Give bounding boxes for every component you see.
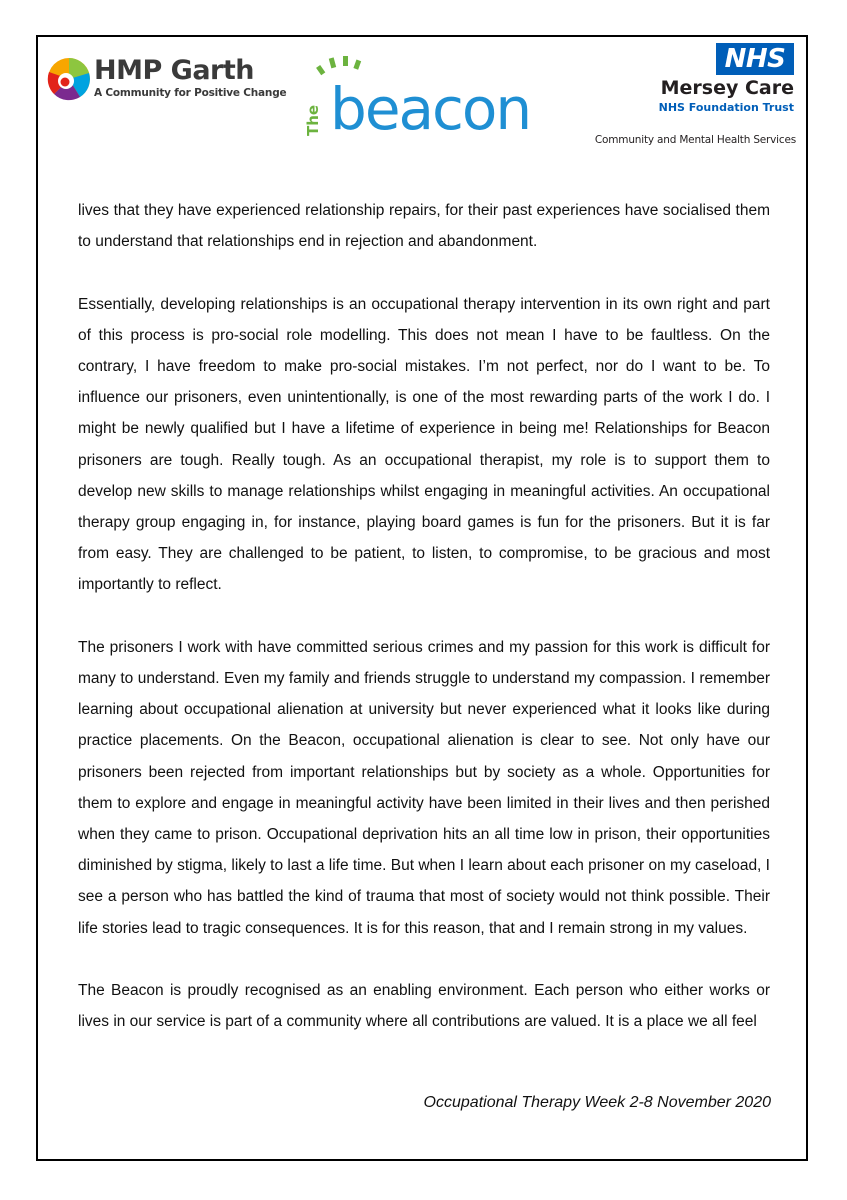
footer-note: Occupational Therapy Week 2-8 November 2020 xyxy=(423,1094,771,1111)
article-body xyxy=(78,195,770,1069)
paragraph: The prisoners I work with have committed serious crimes and my passion for this work is difficult for many to understand. Even my family and friends struggle to understand my compassion. I remember learning about occupational alienation at university but never experienced what it looks like during practice placements. On the Beacon, occupational alienation is clear to see. Not only have our prisoners been rejected from important relationships but by society as a whole. Opportunities for them to explore and engage in meaningful activity have been limited in their lives and then perished when they came to prison. Occupational deprivation hits an all time low in prison, their opportunities diminished by stigma, likely to last a life time. But when I learn about each prisoner on my caseload, I see a person who has battled the kind of trauma that most of society would not think possible. Their life stories lead to tragic consequences. It is for this reason, that and I remain strong in my values. xyxy=(78,638,770,937)
nhs-mersey-care-logo xyxy=(580,43,800,153)
nhs-badge: NHS xyxy=(716,43,794,75)
hmp-logo-title: HMP Garth xyxy=(94,55,254,86)
hmp-garth-logo xyxy=(46,55,287,105)
hmp-logo-subtitle: A Community for Positive Change xyxy=(94,87,287,99)
circular-multicolor-logo-icon xyxy=(46,55,92,103)
paragraph: The Beacon is proudly recognised as an enabling environment. Each person who either works or lives in our service is part of a community where all contributions are valued. It is a place we all feel xyxy=(78,982,770,1031)
paragraph: Essentially, developing relationships is an occupational therapy intervention in its own right and part of this process is pro-social role modelling. This does not mean I have to be faultless. On the contrary, I have freedom to make pro-social mistakes. I’m not perfect, nor do I want to be. To influence our prisoners, even unintentionally, is one of the most rewarding parts of the work I do. I might be newly qualified but I have a lifetime of experience in being me! Relationships for Beacon prisoners are tough. Really tough. As an occupational therapist, my role is to support them to develop new skills to manage relationships whilst engaging in meaningful activities. An occupational therapy group engaging in, for instance, playing board games is fun for the prisoners. But it is far from easy. They are challenged to be patient, to listen, to compromise, to be gracious and most importantly to reflect. xyxy=(78,295,770,594)
nhs-services-line: Community and Mental Health Services xyxy=(594,134,796,146)
nhs-org-name: Mersey Care xyxy=(660,77,794,99)
beacon-logo-the: The xyxy=(304,104,322,136)
paragraph: lives that they have experienced relationship repairs, for their past experiences have socialised them to understand that relationships end in rejection and abandonment. xyxy=(78,202,770,251)
beacon-logo xyxy=(304,62,544,143)
beacon-logo-word: beacon xyxy=(330,75,531,143)
nhs-trust-name: NHS Foundation Trust xyxy=(658,101,794,114)
